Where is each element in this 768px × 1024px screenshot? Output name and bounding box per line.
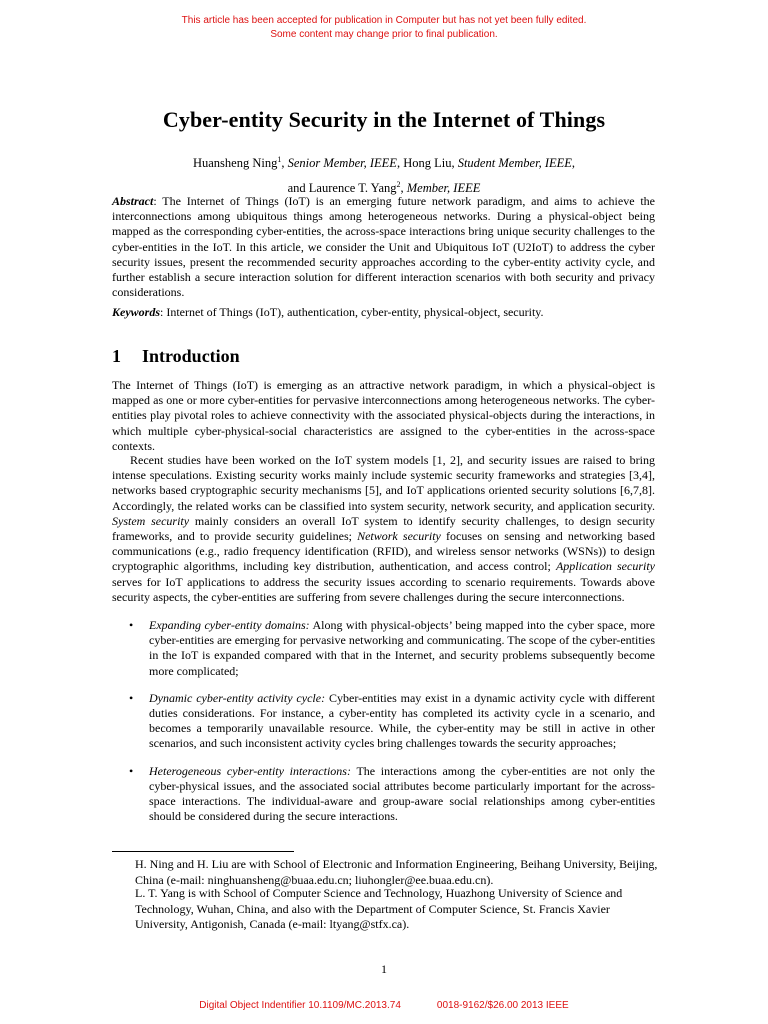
- paper-title: Cyber-entity Security in the Internet of Things: [162, 107, 606, 132]
- publication-notice: [0, 14, 768, 42]
- author-3-sup: 2: [396, 180, 401, 190]
- author-block: [0, 149, 768, 199]
- footnote-2: L. T. Yang is with School of Computer Science and Technology, Huazhong University of Science and Technology, Wuhan, China, and also with the Department of Computer Science, St. Francis Xavier University, Antigonish, Canada (e-mail: ltyang@stfx.ca).: [135, 886, 623, 931]
- intro-p2-part-c: focuses on sensing and networking based communications (e.g., radio frequency identification (RFID), and wireless sensor networks (WSNs)) to design cryptographic algorithms, including key distribution, authentication, and access control;: [112, 529, 655, 574]
- author-line-1: Huansheng Ning$^1$, Senior Member, IEEE, Hong Liu, Student Member, IEEE,: [192, 155, 576, 171]
- notice-line-1: This article has been accepted for publication in Computer but has not yet been fully edited.: [181, 15, 587, 26]
- author-3-name: and Laurence T. Yang: [287, 181, 397, 196]
- intro-p2-part-a: Recent studies have been worked on the IoT system models [1, 2], and security issues are raised to bring intense speculations. Existing security works mainly include systemic security frameworks and strategies [3,4], networks based cryptographic security mechanisms [5], and IoT applications oriented security solutions [6,7,8]. Accordingly, the related works can be classified into system security, network security, and application security.: [112, 453, 655, 513]
- bullet-item: [112, 764, 655, 825]
- intro-paragraph-2: [112, 453, 655, 605]
- author-1-role: Senior Member, IEEE: [287, 156, 397, 171]
- bullet-dot-icon: •: [129, 690, 134, 705]
- keywords-label: Keywords: [112, 305, 160, 319]
- bullet-dot-icon: •: [129, 763, 134, 778]
- author-1-name: Huansheng Ning: [192, 156, 278, 171]
- keywords: [112, 305, 655, 320]
- bullet-title: Heterogeneous cyber-entity interactions:: [149, 763, 351, 778]
- keywords-text: : Internet of Things (IoT), authentication, cyber-entity, physical-object, security.: [160, 305, 544, 319]
- author-1-sup: 1: [277, 155, 282, 164]
- bullet-item: [112, 618, 655, 679]
- bullet-dot-icon: •: [129, 618, 134, 632]
- doi-text: Digital Object Indentifier 10.1109/MC.2013.74: [199, 1000, 401, 1011]
- intro-paragraph-1: The Internet of Things (IoT) is emerging as an attractive network paradigm, in which a physical-object is mapped as one or more cyber-entities for pervasive interconnections among heterogeneous networks. The cyber-entities play pivotal roles to achieve connectivity with the associated physical-objects during the interactions, in which multiple cyber-physical-social characteristics are assigned to the cyber-entities in the across-space contexts.: [112, 378, 655, 453]
- page-number: 1: [381, 962, 387, 976]
- network-security-term: Network security: [357, 529, 441, 544]
- abstract-text: : The Internet of Things (IoT) is an emerging future network paradigm, and aims to achieve the interconnections among ubiquitous things among heterogeneous networks. During a physical-object being mapped as the corresponding cyber-entities, the across-space interactions bring unique security challenges to the cyber-entities in the IoT. In this article, we consider the Unit and Ubiquitous IoT (U2IoT) to address the cyber security issues, present the recommended security approaches according to the cyber-entity activity cycle, and further establish a secure interaction solution for different interaction scenarios with both security and privacy considerations.: [112, 194, 655, 300]
- bullet-title: Dynamic cyber-entity activity cycle:: [149, 690, 326, 705]
- bullet-title: Expanding cyber-entity domains:: [149, 618, 310, 632]
- section-number: 1: [112, 346, 121, 366]
- author-line-2: and Laurence T. Yang$^2$, Member, IEEE: [287, 180, 481, 196]
- intro-p2-part-d: serves for IoT applications to address the security issues according to scenario requirements. Towards above security aspects, the cyber-entities are suffering from severe challenges during the secure interconnections.: [112, 574, 655, 604]
- bullet-text: The interactions among the cyber-entities are not only the cyber-physical issues, and the associated social attributes become particularly important for the across-space interactions. The individual-aware and group-aware social relationships among cyber-entities should be considered during the secure interactions.: [149, 763, 655, 824]
- footnote-divider: [112, 851, 294, 852]
- intro-p2-part-b: mainly considers an overall IoT system to identify security challenges, to design security frameworks, and to provide security guidelines;: [112, 513, 655, 544]
- author-2-role: Student Member, IEEE: [457, 156, 572, 171]
- system-security-term: System security: [112, 513, 190, 528]
- section-title: Introduction: [142, 346, 240, 366]
- application-security-term: Application security: [555, 559, 655, 574]
- author-3-role: Member, IEEE: [406, 181, 481, 196]
- issn-text: 0018-9162/$26.00 2013 IEEE: [436, 1000, 569, 1011]
- bullet-item: [112, 691, 655, 752]
- bullet-text: Along with physical-objects’ being mapped into the cyber space, more cyber-entities are emerging for pervasive networking and communicating. The scope of the cyber-entities in the IoT is expanded compared with that in the Internet, and security problems subsequently become more complicated;: [149, 618, 655, 678]
- doi-footer: [0, 1000, 768, 1011]
- section-heading: [112, 346, 240, 367]
- bullet-text: Cyber-entities may exist in a dynamic activity cycle with different duties considerations. For instance, a cyber-entity has completed its activity cycle in a scenario, and becomes a temporarily unavailable resource. While, the cyber-entity may be still in active in other scenarios, and such inconsistent activity cycles bring challenges towards the security approaches;: [149, 690, 655, 751]
- abstract: [112, 194, 655, 300]
- author-2-name: Hong Liu: [403, 156, 452, 171]
- notice-line-2: Some content may change prior to final publication.: [270, 29, 498, 40]
- bullet-list: [112, 618, 655, 836]
- footnote-1: H. Ning and H. Liu are with School of Electronic and Information Engineering, Beihang University, Beijing, China (e-mail: ninghuansheng@buaa.edu.cn; liuhongler@ee.buaa.edu.cn).: [135, 857, 658, 887]
- abstract-label: Abstract: [112, 194, 154, 208]
